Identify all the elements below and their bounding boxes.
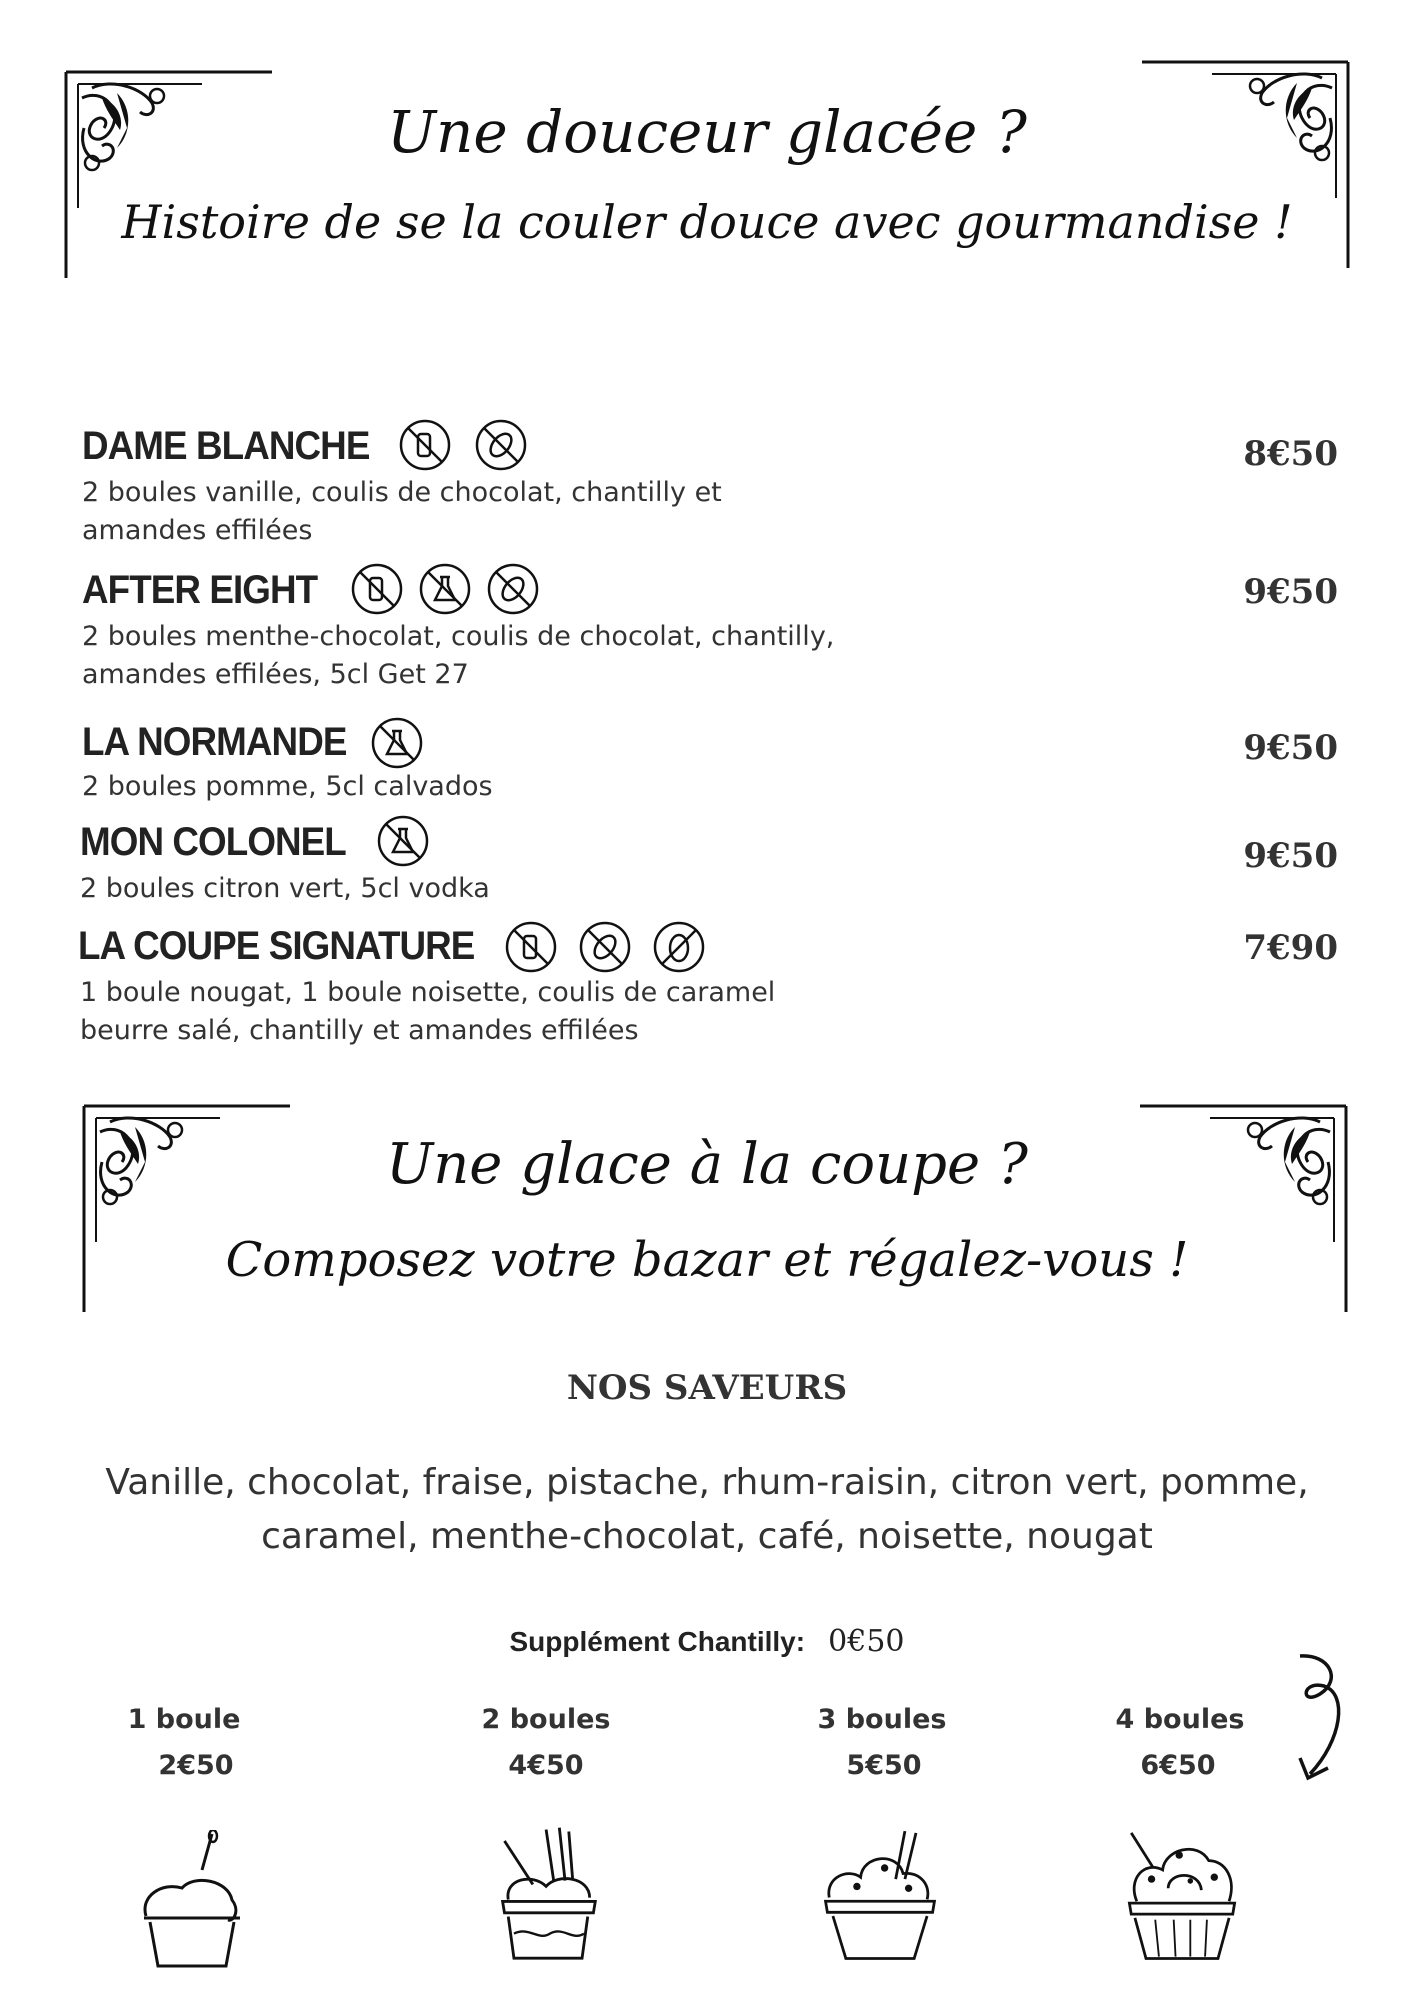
header1-title: Une douceur glacée ?: [387, 98, 1027, 166]
item-description: 2 boules menthe-chocolat, coulis de chocolat, chantilly, amandes effilées, 5cl Get 27: [82, 621, 835, 690]
scoop-label: 4 boules: [1115, 1704, 1245, 1735]
no-alcohol-icon: [370, 716, 424, 770]
flavours-title: NOS SAVEURS: [566, 1368, 848, 1408]
item-name: DAME BLANCHE: [82, 424, 370, 468]
scoop-label: 1 boule: [127, 1704, 241, 1735]
item-price: 9€50: [1243, 572, 1338, 612]
flavours-list: Vanille, chocolat, fraise, pistache, rhum-raisin, citron vert, pomme, caramel, menthe-chocolat, café, noisette, nougat: [105, 1462, 1309, 1557]
item-name: MON COLONEL: [80, 820, 346, 864]
item-price: 8€50: [1243, 434, 1338, 474]
header1-subtitle: Histoire de se la couler douce avec gourmandise !: [121, 195, 1293, 249]
item-name: LA COUPE SIGNATURE: [78, 924, 475, 968]
ice-cream-3-scoops-icon: [820, 1822, 940, 1962]
ice-cream-2-scoops-icon: [488, 1822, 608, 1962]
ice-cream-4-scoops-icon: [1122, 1822, 1242, 1962]
no-alcohol-icon: [376, 814, 430, 868]
item-price: 7€90: [1243, 928, 1338, 968]
item-price: 9€50: [1243, 836, 1338, 876]
item-name: AFTER EIGHT: [82, 568, 318, 612]
item-name: LA NORMANDE: [82, 720, 347, 764]
header2-subtitle: Composez votre bazar et régalez-vous !: [225, 1232, 1189, 1288]
no-nuts-icon: [486, 562, 540, 616]
supplement-price: 0€50: [828, 1624, 905, 1659]
no-nuts-icon: [474, 418, 528, 472]
header2-title: Une glace à la coupe ?: [386, 1132, 1028, 1197]
item-description: 2 boules vanille, coulis de chocolat, chantilly et amandes effilées: [82, 477, 722, 546]
scoop-price: 4€50: [508, 1750, 584, 1781]
item-description: 2 boules citron vert, 5cl vodka: [80, 873, 490, 904]
scoop-label: 3 boules: [817, 1704, 947, 1735]
supplement-label: Supplément Chantilly:: [509, 1626, 806, 1657]
scoop-label: 2 boules: [481, 1704, 611, 1735]
ice-cream-1-scoop-icon: [132, 1830, 252, 1970]
scoop-price: 6€50: [1140, 1750, 1216, 1781]
scoop-price: 5€50: [846, 1750, 922, 1781]
no-milk-icon: [504, 920, 558, 974]
no-alcohol-icon: [418, 562, 472, 616]
no-egg-icon: [652, 920, 706, 974]
item-price: 9€50: [1243, 728, 1338, 768]
no-nuts-icon: [578, 920, 632, 974]
no-milk-icon: [350, 562, 404, 616]
item-description: 1 boule nougat, 1 boule noisette, coulis de caramel beurre salé, chantilly et amandes effilées: [80, 977, 776, 1046]
supplement-row: [0, 1624, 1414, 1659]
scoop-price: 2€50: [158, 1750, 234, 1781]
item-description: 2 boules pomme, 5cl calvados: [82, 771, 493, 802]
no-milk-icon: [398, 418, 452, 472]
